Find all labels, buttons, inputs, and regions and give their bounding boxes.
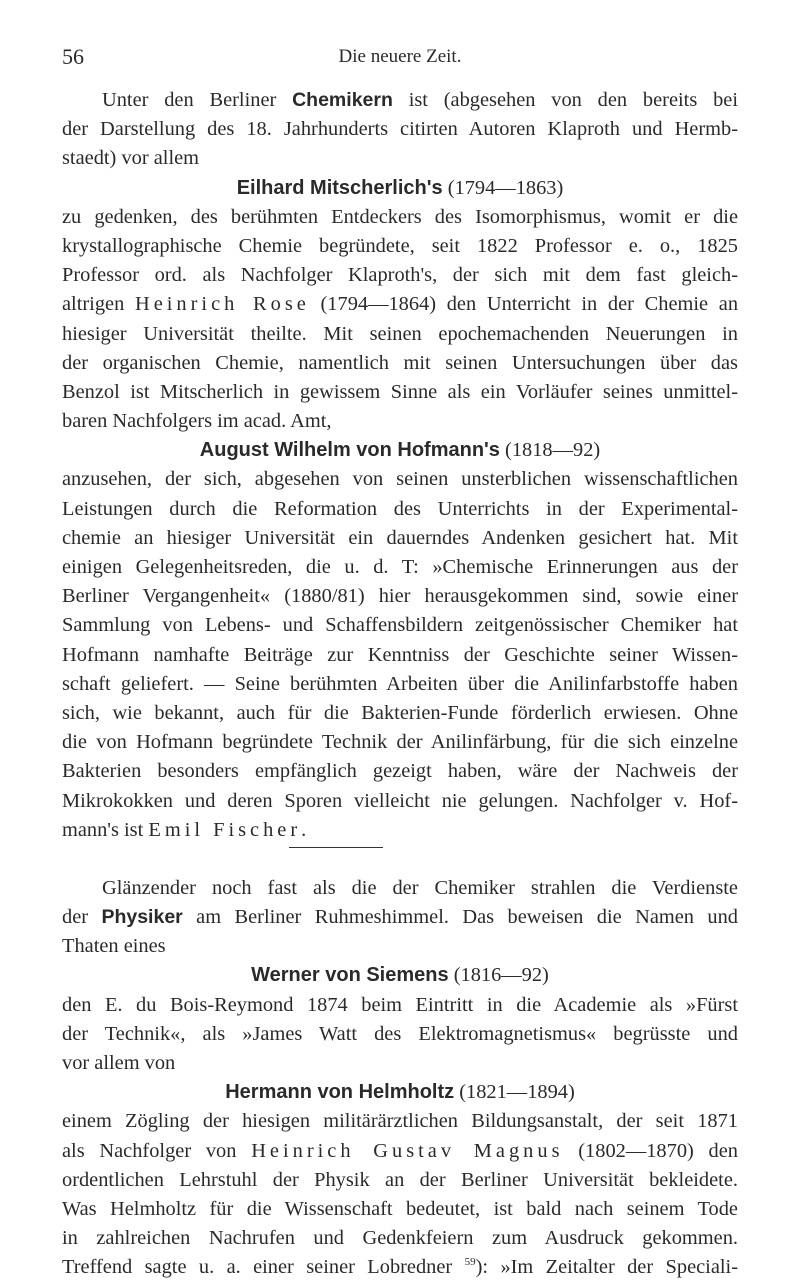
bold-term: Chemikern [292, 89, 393, 111]
text-line: Glänzender noch fast als die der Chemiker strahlen die Verdienste [102, 876, 738, 899]
name-heading: Eilhard Mitscherlich's (1794—1863) [236, 176, 564, 199]
bold-term: Physiker [101, 906, 183, 929]
spaced-name: Heinrich Rose [134, 293, 310, 316]
name-heading: August Wilhelm von Hofmann's (1818—92) [199, 439, 601, 462]
text-line: anzusehen, der sich, abgesehen von seinen unsterblichen wissenschaftlichen [62, 468, 738, 491]
text-line: Benzol ist Mitscherlich in gewissem Sinne als ein Vorläufer seines unmittel- [62, 380, 738, 403]
name-heading: Werner von Siemens (1816—92) [251, 964, 549, 987]
text-line: altrigen Heinrich Rose (1794—1864) den Unterricht in der Chemie an [62, 293, 739, 316]
text-line: Mikrokokken und deren Sporen vielleicht nie gelungen. Nachfolger v. Hof- [62, 789, 738, 812]
text-line: der Darstellung des 18. Jahrhunderts citirten Autoren Klaproth und Hermb- [62, 118, 738, 141]
footnote-marker: 59 [464, 1256, 476, 1269]
spaced-name: Heinrich Gustav Magnus [251, 1139, 564, 1162]
text-line: der Physiker am Berliner Ruhmeshimmel. Das beweisen die Namen und [62, 906, 738, 929]
section-divider [62, 845, 738, 874]
text-line: als Nachfolger von Heinrich Gustav Magnus (1802—1870) den [62, 1139, 738, 1162]
text-line: einem Zögling der hiesigen militärärztlichen Bildungsanstalt, der seit 1871 [62, 1110, 738, 1133]
text-line: den E. du Bois-Reymond 1874 beim Eintritt in die Academie als »Fürst [62, 993, 738, 1016]
text-line: sich, wie bekannt, auch für die Bakterien-Funde förderlich erwiesen. Ohne [62, 701, 738, 724]
text-line: Was Helmholtz für die Wissenschaft bedeutet, ist bald nach seinem Tode [62, 1197, 738, 1220]
spaced-name: Emil Fischer [148, 818, 302, 841]
text-line: hiesiger Universität theilte. Mit seinen epochemachenden Neuerungen in [62, 322, 738, 345]
text-line: die von Hofmann begründete Technik der Anilinfärbung, für die sich einzelne [62, 731, 738, 754]
text-line: einigen Gelegenheitsreden, die u. d. T: »Chemische Erinnerungen aus der [62, 556, 738, 578]
page-number: 56 [62, 44, 84, 69]
text-line: Unter den Berliner Chemikern ist (abgesehen von den bereits bei [102, 89, 738, 111]
text-line: staedt) vor allem [62, 147, 200, 170]
name-heading: Hermann von Helmholtz (1821—1894) [225, 1081, 575, 1104]
text-line: mann's ist Emil Fischer. [62, 818, 307, 841]
text-line: Thaten eines [62, 935, 166, 958]
text-line: Berliner Vergangenheit« (1880/81) hier herausgekommen sind, sowie einer [62, 585, 738, 608]
page-header [0, 44, 800, 74]
text-line: Treffend sagte u. a. einer seiner Lobredner $^{59}$): »Im Zeitalter der Speciali- [62, 1256, 739, 1279]
text-line: schaft geliefert. — Seine berühmten Arbeiten über die Anilinfarbstoffe haben [62, 672, 738, 695]
text-line: in zahlreichen Nachrufen und Gedenkfeiern zum Ausdruck gekommen. [62, 1227, 738, 1250]
text-line: ordentlichen Lehrstuhl der Physik an der Berliner Universität bekleidete. [62, 1168, 738, 1191]
text-line: Bakterien besonders empfänglich gezeigt haben, wäre der Nachweis der [62, 760, 738, 783]
text-line: Professor ord. als Nachfolger Klaproth's, der sich mit dem fast gleich- [62, 264, 738, 287]
text-line: chemie an hiesiger Universität ein dauerndes Andenken gesichert hat. Mit [62, 526, 738, 549]
text-line: krystallographische Chemie begründete, seit 1822 Professor e. o., 1825 [62, 234, 738, 257]
text-line: der organischen Chemie, namentlich mit seinen Untersuchungen über das [62, 351, 738, 374]
text-line: zu gedenken, des berühmten Entdeckers des Isomorphismus, womit er die [62, 205, 738, 228]
text-line: Hofmann namhafte Beiträge zur Kenntniss der Geschichte seiner Wissen- [62, 643, 738, 666]
page-body [62, 86, 738, 1283]
text-line: baren Nachfolgers im acad. Amt, [62, 410, 332, 433]
text-line: der Technik«, als »James Watt des Elektromagnetismus« begrüsste und [62, 1022, 738, 1045]
text-line: Sammlung von Lebens- und Schaffensbildern zeitgenössischer Chemiker hat [62, 614, 738, 637]
running-title: Die neuere Zeit. [338, 46, 462, 67]
text-line: Leistungen durch die Reformation des Unterrichts in der Experimental- [62, 497, 738, 520]
text-line: vor allem von [62, 1052, 176, 1074]
